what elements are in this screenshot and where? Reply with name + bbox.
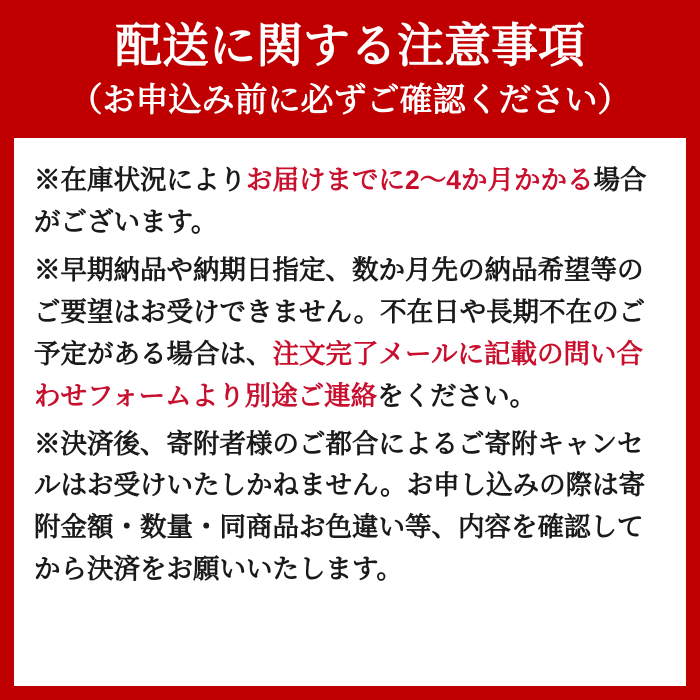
notice-item-no-date-designation <box>34 250 666 417</box>
notice-text: ※在庫状況により <box>34 165 246 196</box>
notice-item-no-cancel-after-payment <box>34 424 666 591</box>
banner-subtitle: （お申込み前に必ずご確認ください） <box>69 81 631 119</box>
notice-text: ※決済後、寄附者様のご都合によるご寄附キャンセルはお受けいたしかねません。お申し込みの際は寄附金額・数量・同商品お色違い等、内容を確認してから決済をお願いいたします。 <box>34 428 646 585</box>
notice-item-stock-lead-time <box>34 160 666 244</box>
notice-text: ※早期納品や納期日指定、数か月先の納品希望等のご要望はお受けできません。不在日や長期不在のご予定がある場合は、 <box>34 255 646 369</box>
notice-text: 場合がございます。 <box>34 165 647 238</box>
notice-highlight-text: 注文完了メールに記載の問い合わせフォームより別途ご連絡 <box>34 338 643 411</box>
notice-text: をください。 <box>377 380 537 411</box>
notice-highlight-text: お届けまでに2〜4か月かかる <box>246 165 594 196</box>
banner-header <box>14 18 686 122</box>
banner-title: 配送に関する注意事項 <box>115 19 585 72</box>
notice-panel <box>14 138 686 686</box>
